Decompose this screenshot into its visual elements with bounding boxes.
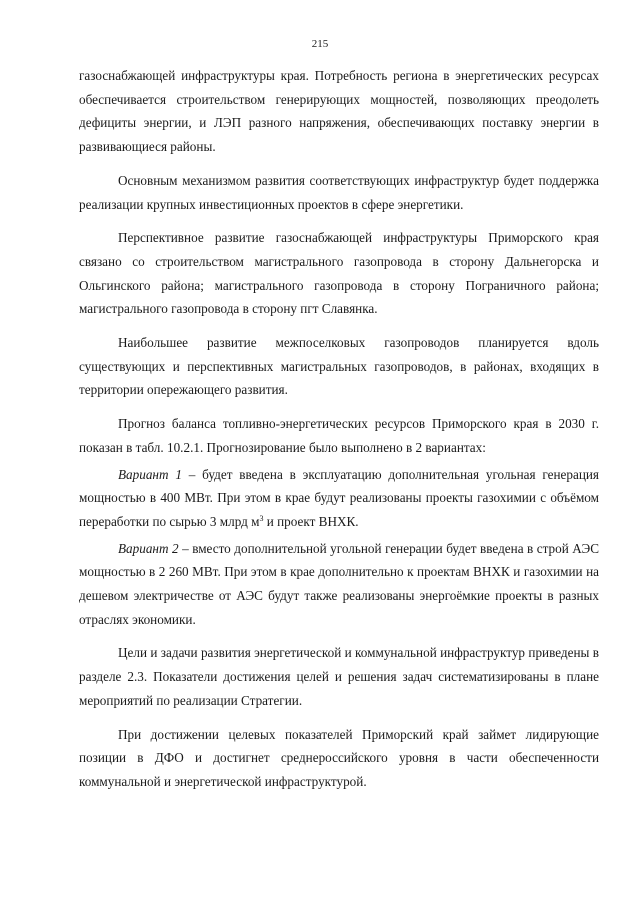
- cubic-superscript: 3: [259, 513, 264, 523]
- paragraph-inter-settlement-pipelines: Наибольшее развитие межпоселковых газопроводов планируется вдоль существующих и перспективных магистральных газопроводов, в районах, входящих в территории опережающего развития.: [79, 335, 599, 398]
- variant-1-label: Вариант 1: [118, 466, 182, 482]
- paragraph-variant-2: [79, 537, 599, 632]
- body-text: [79, 64, 599, 804]
- paragraph-target-indicators: При достижении целевых показателей Приморский край займет лидирующие позиции в ДФО и достигнет среднероссийского уровня в части обеспеченности коммунальной и энергетической инфраструктурой.: [79, 726, 599, 789]
- paragraph-development-mechanism: Основным механизмом развития соответствующих инфраструктур будет поддержка реализации крупных инвестиционных проектов в сфере энергетики.: [79, 172, 599, 212]
- variant-1-text: – будет введена в эксплуатацию дополнительная угольная генерация мощностью в 400 МВт. При этом в крае будут реализованы проекты газохимии с объёмом переработки по сырью 3 млрд м: [79, 466, 599, 529]
- variant-2-text: – вместо дополнительной угольной генерации будет введена в строй АЭС мощностью в 2 260 МВт. При этом в крае дополнительно к проектам ВНХК и газохимии на дешевом электричестве от АЭС будут также реализованы энергоёмкие проекты в разных отраслях экономики.: [79, 540, 600, 627]
- paragraph-energy-resources: газоснабжающей инфраструктуры края. Потребность региона в энергетических ресурсах обеспечивается строительством генерирующих мощностей, позволяющих преодолеть дефициты энергии, и ЛЭП разного напряжения, обеспечивающих поставку энергии в развивающиеся районы.: [79, 68, 599, 155]
- variant-1-text-end: и проект ВНХК.: [263, 513, 359, 529]
- paragraph-goals-and-tasks: Цели и задачи развития энергетической и коммунальной инфраструктур приведены в разделе 2.3. Показатели достижения целей и решения задач систематизированы в плане мероприятий по реализации Стратегии.: [79, 645, 599, 708]
- paragraph-gas-infrastructure: Перспективное развитие газоснабжающей инфраструктуры Приморского края связано со строительством магистрального газопровода в сторону Дальнегорска и Ольгинского района; магистрального газопровода в сторону Пограничного района; магистрального газопровода в сторону пгт Славянка.: [79, 230, 599, 317]
- paragraph-fuel-balance-forecast: Прогноз баланса топливно-энергетических ресурсов Приморского края в 2030 г. показан в табл. 10.2.1. Прогнозирование было выполнено в 2 вариантах:: [79, 416, 599, 455]
- paragraph-variant-1: [79, 463, 599, 534]
- variant-2-label: Вариант 2: [118, 540, 179, 556]
- page-number: 215: [311, 38, 329, 50]
